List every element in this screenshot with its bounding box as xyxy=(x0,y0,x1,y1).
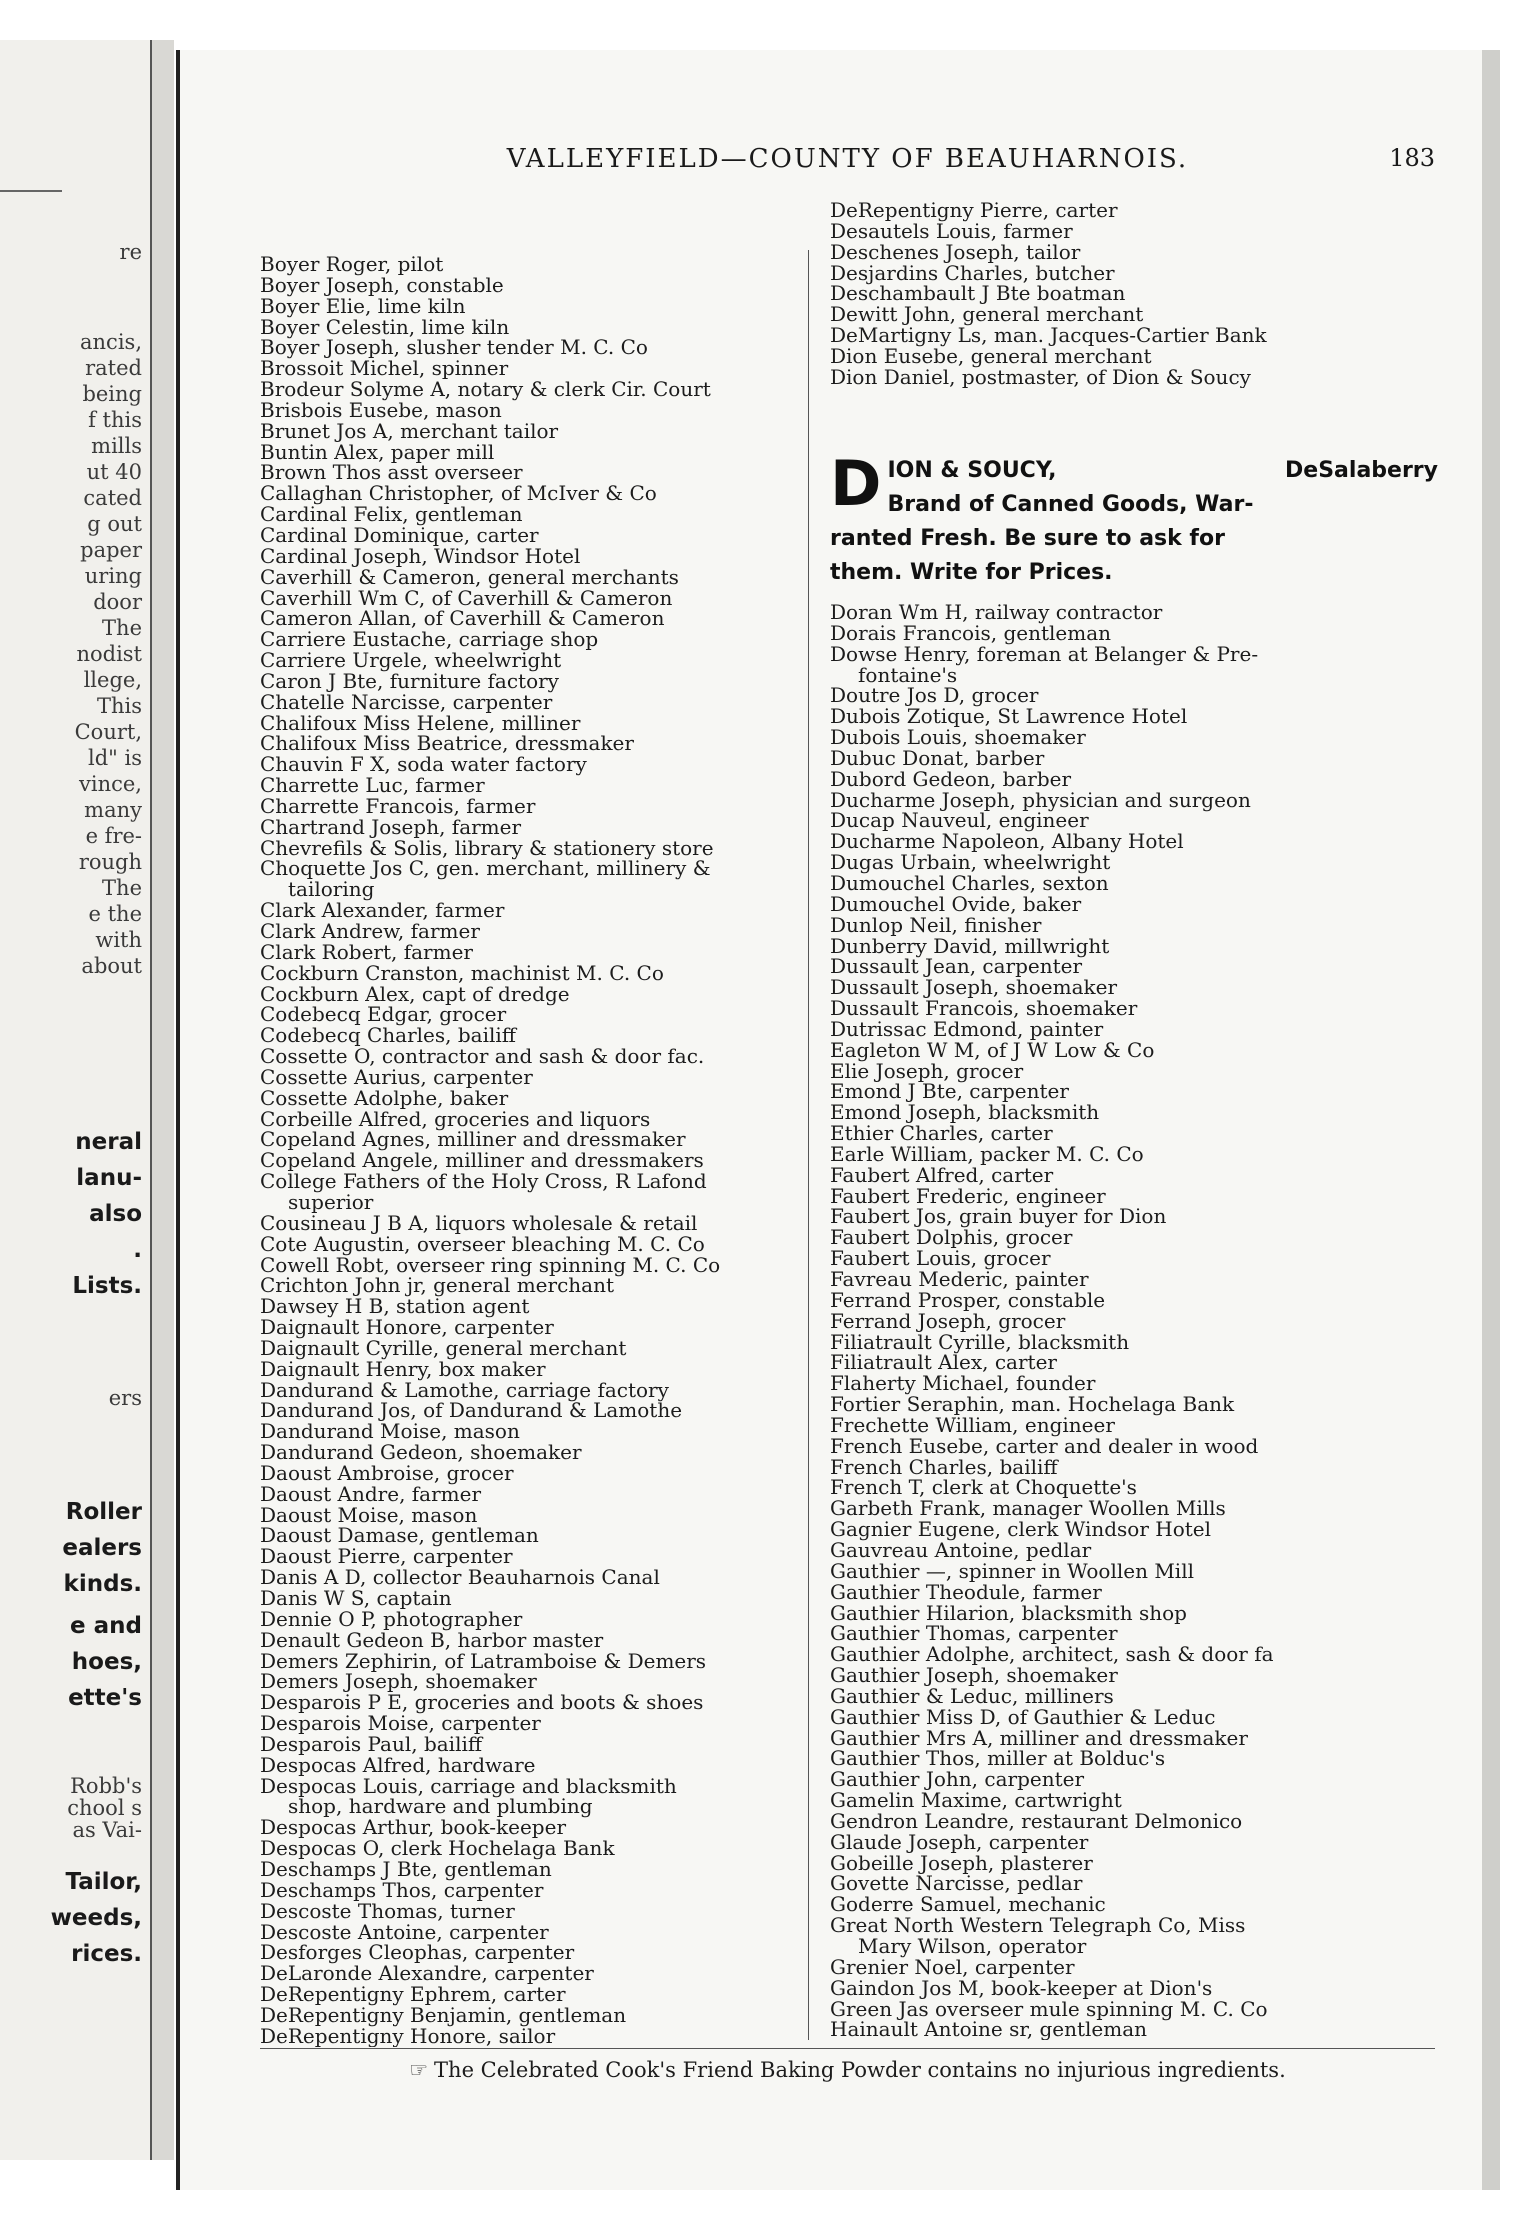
directory-entry: French T, clerk at Choquette's xyxy=(830,1475,1137,1500)
previous-page-fragment: chool s xyxy=(67,1796,142,1820)
directory-entry: Chalifoux Miss Beatrice, dressmaker xyxy=(260,731,634,756)
right-column-top xyxy=(830,200,1460,388)
advert-company: ION & SOUCY, xyxy=(887,458,1057,483)
previous-page-fragment: llege, xyxy=(83,668,142,692)
directory-entry: Boyer Joseph, constable xyxy=(260,272,504,297)
previous-page-fragment: rices. xyxy=(71,1941,142,1967)
directory-entry: Doran Wm H, railway contractor xyxy=(830,602,1163,624)
previous-page-fragment: about xyxy=(81,954,142,978)
directory-entry: Cockburn Cranston, machinist M. C. Co xyxy=(260,960,664,985)
directory-entry: Daoust Moise, mason xyxy=(260,1502,478,1527)
previous-page-fragment: ealers xyxy=(62,1535,142,1561)
directory-entry: Codebecq Edgar, grocer xyxy=(260,1002,507,1027)
previous-page-fragment: Tailor, xyxy=(65,1869,142,1895)
directory-entry: Carriere Urgele, wheelwright xyxy=(260,648,562,673)
footer-advert xyxy=(260,2058,1435,2082)
directory-entry: Gamelin Maxime, cartwright xyxy=(830,1788,1122,1813)
previous-page-fragment: ld" is xyxy=(88,746,142,770)
book-gutter xyxy=(152,40,174,2160)
directory-entry: Dowse Henry, foreman at Belanger & Pre- xyxy=(830,641,1259,666)
directory-entry: Dugas Urbain, wheelwright xyxy=(830,850,1111,875)
previous-page-fragment: Roller xyxy=(65,1499,142,1525)
directory-entry: Denault Gedeon B, harbor master xyxy=(260,1627,604,1652)
directory-entry: Choquette Jos C, gen. merchant, millinery & xyxy=(260,856,711,881)
directory-entry: Cardinal Felix, gentleman xyxy=(260,502,523,527)
directory-entry: French Charles, bailiff xyxy=(830,1454,1058,1479)
directory-entry: Daoust Damase, gentleman xyxy=(260,1523,539,1548)
directory-entry: Desjardins Charles, butcher xyxy=(830,260,1115,285)
directory-entry: Gauvreau Antoine, pedlar xyxy=(830,1537,1092,1562)
directory-entry: Desparois Paul, bailiff xyxy=(260,1731,483,1756)
directory-entry: Caverhill Wm C, of Caverhill & Cameron xyxy=(260,585,673,610)
directory-entry-continuation: shop, hardware and plumbing xyxy=(288,1794,593,1819)
directory-entry: Gauthier Miss D, of Gauthier & Leduc xyxy=(830,1704,1216,1729)
directory-entry: Ethier Charles, carter xyxy=(830,1121,1053,1146)
directory-entry: Dunberry David, millwright xyxy=(830,933,1110,958)
directory-entry: Gauthier Hilarion, blacksmith shop xyxy=(830,1600,1187,1625)
directory-entry: Dubord Gedeon, barber xyxy=(830,766,1072,791)
directory-entry: Elie Joseph, grocer xyxy=(830,1058,1024,1083)
directory-entry: Brodeur Solyme A, notary & clerk Cir. Court xyxy=(260,377,711,402)
directory-entry: Desparois P E, groceries and boots & shoes xyxy=(260,1690,704,1715)
previous-page-fragment: vince, xyxy=(79,772,142,796)
previous-page-fragment: Robb's xyxy=(70,1774,142,1798)
directory-entry: Gauthier Adolphe, architect, sash & door fa xyxy=(830,1642,1274,1667)
directory-entry: Codebecq Charles, bailiff xyxy=(260,1023,516,1048)
directory-page xyxy=(176,50,1500,2190)
directory-entry: Cardinal Joseph, Windsor Hotel xyxy=(260,543,581,568)
previous-page-edge xyxy=(0,40,152,2160)
advert-line-3 xyxy=(830,522,1438,556)
directory-entry: Cossette Aurius, carpenter xyxy=(260,1064,533,1089)
directory-entry: Daignault Honore, carpenter xyxy=(260,1315,554,1340)
directory-entry: Ferrand Prosper, constable xyxy=(830,1287,1106,1312)
directory-entry: Charrette Francois, farmer xyxy=(260,793,536,818)
running-title: VALLEYFIELD—COUNTY OF BEAUHARNOIS. xyxy=(506,144,1189,174)
directory-entry: Dussault Francois, shoemaker xyxy=(830,996,1138,1021)
directory-entry: Daignault Cyrille, general merchant xyxy=(260,1335,627,1360)
directory-entry: Glaude Joseph, carpenter xyxy=(830,1829,1089,1854)
directory-entry: Ferrand Joseph, grocer xyxy=(830,1308,1066,1333)
directory-entry: Gauthier Thomas, carpenter xyxy=(830,1621,1118,1646)
previous-page-fragment: uring xyxy=(84,564,142,588)
previous-page-fragment: kinds. xyxy=(63,1571,142,1597)
directory-entry: Clark Andrew, farmer xyxy=(260,919,480,943)
directory-entry: Faubert Alfred, carter xyxy=(830,1162,1054,1187)
previous-page-fragment: Lists. xyxy=(72,1273,142,1299)
previous-page-fragment: e the xyxy=(88,902,142,926)
previous-page-fragment: also xyxy=(89,1201,142,1227)
directory-entry: Dutrissac Edmond, painter xyxy=(830,1016,1104,1041)
directory-entry: Great North Western Telegraph Co, Miss xyxy=(830,1913,1246,1938)
directory-entry: Clark Alexander, farmer xyxy=(260,898,505,923)
directory-entry: Filiatrault Alex, carter xyxy=(830,1350,1057,1375)
directory-entry: Caverhill & Cameron, general merchants xyxy=(260,564,679,589)
page-edge-shadow xyxy=(1482,50,1500,2190)
directory-entry: Demers Joseph, shoemaker xyxy=(260,1669,537,1694)
directory-entry: Dumouchel Charles, sexton xyxy=(830,870,1109,895)
directory-entry: Demers Zephirin, of Latramboise & Demers xyxy=(260,1648,707,1673)
directory-entry: Ducharme Napoleon, Albany Hotel xyxy=(830,829,1184,854)
directory-entry: Despocas Louis, carriage and blacksmith xyxy=(260,1773,677,1798)
directory-entry: Desautels Louis, farmer xyxy=(830,218,1073,243)
directory-entry: Brunet Jos A, merchant tailor xyxy=(260,418,559,443)
directory-entry: DeRepentigny Ephrem, carter xyxy=(260,1982,566,2007)
directory-entry: Clark Robert, farmer xyxy=(260,939,473,964)
directory-entry: Dewitt John, general merchant xyxy=(830,302,1144,327)
previous-page-fragment: rough xyxy=(78,850,142,874)
previous-page-rule xyxy=(0,190,62,192)
previous-page-fragment: This xyxy=(96,694,142,718)
previous-page-fragment: ut 40 xyxy=(86,460,142,484)
previous-page-fragment: rated xyxy=(85,356,142,380)
right-column-bottom xyxy=(830,602,1460,2040)
directory-entry: Eagleton W M, of J W Low & Co xyxy=(830,1037,1155,1062)
directory-entry: Faubert Dolphis, grocer xyxy=(830,1225,1073,1250)
directory-entry: Corbeille Alfred, groceries and liquors xyxy=(260,1106,651,1131)
previous-page-fragment: lanu- xyxy=(76,1165,142,1191)
advert-brand: DeSalaberry xyxy=(1285,458,1438,483)
pointing-hand-icon: ☞ xyxy=(409,2058,429,2082)
directory-entry: Daoust Pierre, carpenter xyxy=(260,1544,513,1569)
directory-entry: Descoste Thomas, turner xyxy=(260,1898,515,1923)
directory-entry: Dubuc Donat, barber xyxy=(830,745,1045,770)
directory-entry: DeRepentigny Pierre, carter xyxy=(830,200,1118,222)
directory-entry: Cowell Robt, overseer ring spinning M. C. Co xyxy=(260,1252,721,1277)
directory-entry: Faubert Jos, grain buyer for Dion xyxy=(830,1204,1167,1229)
directory-entry: Brisbois Eusebe, mason xyxy=(260,397,502,422)
directory-entry: Chevrefils & Solis, library & stationery store xyxy=(260,835,714,860)
directory-entry: Daoust Andre, farmer xyxy=(260,1481,482,1506)
directory-entry: Desforges Cleophas, carpenter xyxy=(260,1940,575,1965)
directory-entry: DeLaronde Alexandre, carpenter xyxy=(260,1961,594,1986)
directory-entry: Cardinal Dominique, carter xyxy=(260,522,539,547)
directory-entry: Dubois Zotique, St Lawrence Hotel xyxy=(830,704,1188,729)
directory-entry: Gagnier Eugene, clerk Windsor Hotel xyxy=(830,1517,1212,1542)
page-number: 183 xyxy=(1389,144,1435,172)
directory-entry: Copeland Agnes, milliner and dressmaker xyxy=(260,1127,686,1152)
directory-entry: Gobeille Joseph, plasterer xyxy=(830,1850,1093,1875)
previous-page-fragment: ers xyxy=(108,1386,142,1410)
directory-entry: Callaghan Christopher, of McIver & Co xyxy=(260,481,657,506)
footer-rule xyxy=(260,2048,1435,2049)
directory-entry: Copeland Angele, milliner and dressmakers xyxy=(260,1148,704,1173)
directory-entry: Boyer Celestin, lime kiln xyxy=(260,314,510,339)
directory-entry: Govette Narcisse, pedlar xyxy=(830,1871,1083,1896)
previous-page-fragment: . xyxy=(133,1237,142,1263)
directory-entry-continuation: superior xyxy=(288,1189,374,1214)
directory-entry: Garbeth Frank, manager Woollen Mills xyxy=(830,1496,1226,1521)
previous-page-fragment: hoes, xyxy=(71,1649,142,1675)
previous-page-fragment: being xyxy=(82,382,142,406)
directory-entry: Gauthier & Leduc, milliners xyxy=(830,1683,1114,1708)
previous-page-fragment: weeds, xyxy=(50,1905,142,1931)
directory-entry: Favreau Mederic, painter xyxy=(830,1267,1089,1291)
directory-entry: Daoust Ambroise, grocer xyxy=(260,1460,514,1485)
directory-entry: Carriere Eustache, carriage shop xyxy=(260,627,599,652)
directory-entry: Doutre Jos D, grocer xyxy=(830,683,1039,708)
directory-entry: Faubert Frederic, engineer xyxy=(830,1183,1106,1208)
directory-entry: Boyer Roger, pilot xyxy=(260,254,444,276)
previous-page-fragment: e fre- xyxy=(85,824,142,848)
directory-entry-continuation: Mary Wilson, operator xyxy=(858,1934,1087,1958)
previous-page-fragment: re xyxy=(119,240,142,264)
footer-text: The Celebrated Cook's Friend Baking Powder contains no injurious ingredients. xyxy=(434,2058,1286,2082)
directory-entry-continuation: fontaine's xyxy=(858,662,958,687)
directory-entry: Cossette Adolphe, baker xyxy=(260,1085,509,1110)
running-head xyxy=(260,144,1435,184)
directory-entry: Deschambault J Bte boatman xyxy=(830,281,1126,306)
previous-page-fragment: Court, xyxy=(74,720,142,744)
directory-entry: Buntin Alex, paper mill xyxy=(260,439,495,464)
directory-entry: Chartrand Joseph, farmer xyxy=(260,814,522,839)
previous-page-fragment: mills xyxy=(91,434,142,458)
directory-entry: College Fathers of the Holy Cross, R Lafond xyxy=(260,1169,707,1194)
directory-entry: Flaherty Michael, founder xyxy=(830,1371,1096,1396)
directory-entry: Dussault Jean, carpenter xyxy=(830,954,1083,979)
directory-entry: Danis W S, captain xyxy=(260,1586,452,1610)
directory-entry: Green Jas overseer mule spinning M. C. Co xyxy=(830,1996,1268,2021)
directory-entry: Faubert Louis, grocer xyxy=(830,1246,1051,1271)
directory-entry: DeRepentigny Benjamin, gentleman xyxy=(260,2002,627,2027)
directory-entry: Chalifoux Miss Helene, milliner xyxy=(260,710,581,735)
directory-entry: Goderre Samuel, mechanic xyxy=(830,1892,1106,1917)
directory-entry: Cote Augustin, overseer bleaching M. C. Co xyxy=(260,1231,705,1256)
directory-entry: Chauvin F X, soda water factory xyxy=(260,752,587,777)
directory-entry: Descoste Antoine, carpenter xyxy=(260,1919,549,1944)
directory-entry: Dandurand Moise, mason xyxy=(260,1419,520,1444)
previous-page-fragment: ette's xyxy=(68,1685,142,1711)
previous-page-fragment: e and xyxy=(70,1613,142,1639)
directory-entry: DeRepentigny Honore, sailor xyxy=(260,2023,556,2047)
directory-entry: Cameron Allan, of Caverhill & Cameron xyxy=(260,606,665,631)
directory-entry: Despocas O, clerk Hochelaga Bank xyxy=(260,1836,615,1861)
directory-entry: Charrette Luc, farmer xyxy=(260,773,485,798)
previous-page-fragment: many xyxy=(84,798,142,822)
previous-page-fragment: as Vai- xyxy=(72,1818,142,1842)
directory-entry: Emond Joseph, blacksmith xyxy=(830,1100,1100,1125)
directory-entry: Cousineau J B A, liquors wholesale & retail xyxy=(260,1210,698,1235)
directory-entry: Crichton John jr, general merchant xyxy=(260,1273,614,1298)
directory-entry: Boyer Joseph, slusher tender M. C. Co xyxy=(260,335,648,360)
previous-page-fragment: cated xyxy=(83,486,142,510)
directory-entry: Gendron Leandre, restaurant Delmonico xyxy=(830,1808,1243,1833)
directory-entry: Grenier Noel, carpenter xyxy=(830,1954,1075,1979)
directory-entry: Filiatrault Cyrille, blacksmith xyxy=(830,1329,1130,1354)
directory-entry: Gauthier Theodule, farmer xyxy=(830,1579,1102,1604)
directory-entry: Chatelle Narcisse, carpenter xyxy=(260,689,553,714)
left-column xyxy=(260,254,870,2047)
directory-entry: Fortier Seraphin, man. Hochelaga Bank xyxy=(830,1392,1235,1417)
directory-entry: Ducap Nauveul, engineer xyxy=(830,808,1089,833)
directory-entry: Gauthier John, carpenter xyxy=(830,1767,1085,1792)
directory-entry: Despocas Arthur, book-keeper xyxy=(260,1815,567,1840)
previous-page-fragment: The xyxy=(102,876,142,900)
directory-entry: Dennie O P, photographer xyxy=(260,1606,523,1631)
directory-entry: Gauthier Thos, miller at Bolduc's xyxy=(830,1746,1166,1771)
directory-entry: Gauthier Mrs A, milliner and dressmaker xyxy=(830,1725,1248,1750)
directory-entry: Boyer Elie, lime kiln xyxy=(260,293,466,318)
directory-entry: Gauthier —, spinner in Woollen Mill xyxy=(830,1558,1194,1583)
directory-entry: Despocas Alfred, hardware xyxy=(260,1752,536,1777)
directory-entry: French Eusebe, carter and dealer in wood xyxy=(830,1433,1259,1458)
previous-page-fragment: door xyxy=(93,590,142,614)
directory-entry: Cossette O, contractor and sash & door fac. xyxy=(260,1044,705,1069)
previous-page-fragment: g out xyxy=(87,512,142,536)
directory-entry: Deschamps J Bte, gentleman xyxy=(260,1856,552,1881)
directory-entry-continuation: tailoring xyxy=(288,877,375,902)
previous-page-fragment: neral xyxy=(75,1129,142,1155)
directory-entry: Frechette William, engineer xyxy=(830,1412,1115,1437)
directory-entry: Earle William, packer M. C. Co xyxy=(830,1141,1144,1166)
directory-entry: Dandurand Gedeon, shoemaker xyxy=(260,1440,582,1465)
directory-entry: Dorais Francois, gentleman xyxy=(830,620,1111,645)
directory-entry: Dubois Louis, shoemaker xyxy=(830,725,1086,750)
directory-entry: Dawsey H B, station agent xyxy=(260,1294,530,1319)
directory-entry: Hainault Antoine sr, gentleman xyxy=(830,2017,1148,2041)
directory-entry: Ducharme Joseph, physician and surgeon xyxy=(830,787,1251,812)
previous-page-fragment: nodist xyxy=(76,642,142,666)
advert-text-2: Brand of Canned Goods, War- xyxy=(887,492,1254,517)
advert-text-4: them. Write for Prices. xyxy=(830,560,1113,585)
previous-page-fragment: f this xyxy=(88,408,142,432)
advert-dropcap: D xyxy=(830,447,882,520)
directory-entry: Emond J Bte, carpenter xyxy=(830,1079,1069,1104)
directory-entry: Dandurand Jos, of Dandurand & Lamothe xyxy=(260,1398,683,1423)
directory-entry: Deschamps Thos, carpenter xyxy=(260,1877,544,1902)
directory-entry: Dunlop Neil, finisher xyxy=(830,912,1042,937)
directory-entry: DeMartigny Ls, man. Jacques-Cartier Bank xyxy=(830,323,1267,348)
directory-entry: Dion Daniel, postmaster, of Dion & Soucy xyxy=(830,364,1251,388)
directory-entry: Brossoit Michel, spinner xyxy=(260,356,509,381)
directory-entry: Cockburn Alex, capt of dredge xyxy=(260,981,570,1006)
directory-entry: Dion Eusebe, general merchant xyxy=(830,343,1152,368)
directory-entry: Deschenes Joseph, tailor xyxy=(830,239,1081,264)
directory-entry: Gauthier Joseph, shoemaker xyxy=(830,1663,1118,1688)
directory-entry: Dumouchel Ovide, baker xyxy=(830,891,1082,916)
previous-page-fragment: with xyxy=(95,928,142,952)
previous-page-fragment: ancis, xyxy=(80,330,142,354)
directory-entry: Dandurand & Lamothe, carriage factory xyxy=(260,1377,669,1402)
directory-entry: Daignault Henry, box maker xyxy=(260,1356,546,1381)
dion-soucy-advertisement xyxy=(830,447,1438,590)
advert-line-2 xyxy=(887,488,1438,522)
directory-entry: Caron J Bte, furniture factory xyxy=(260,668,559,693)
directory-entry: Brown Thos asst overseer xyxy=(260,460,523,485)
previous-page-fragment: The xyxy=(102,616,142,640)
previous-page-fragment: paper xyxy=(80,538,142,562)
advert-text-3: ranted Fresh. Be sure to ask for xyxy=(830,526,1225,551)
directory-entry: Gaindon Jos M, book-keeper at Dion's xyxy=(830,1975,1213,2000)
advert-line-4 xyxy=(830,556,1438,590)
directory-entry: Danis A D, collector Beauharnois Canal xyxy=(260,1565,660,1590)
advert-line-1 xyxy=(887,454,1438,488)
directory-entry: Desparois Moise, carpenter xyxy=(260,1711,541,1736)
directory-entry: Dussault Joseph, shoemaker xyxy=(830,975,1118,1000)
